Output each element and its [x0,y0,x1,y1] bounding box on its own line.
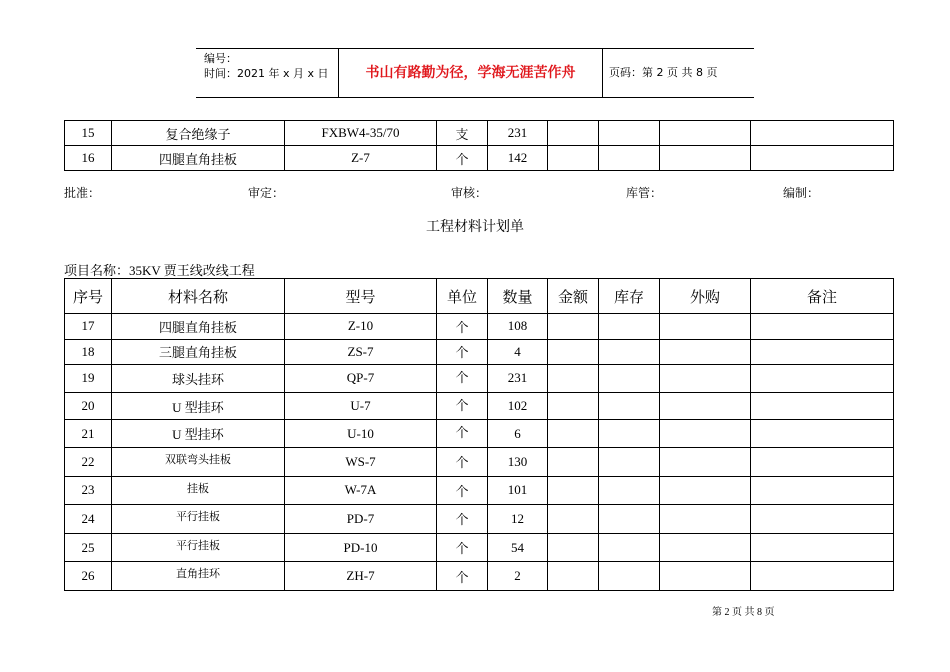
model: FXBW4-35/70 [285,121,437,146]
material-name: 双联弯头挂板 [112,447,285,476]
model: U-10 [285,420,437,448]
column-header: 材料名称 [112,279,285,314]
stock-cell [599,533,660,562]
table-row [65,365,894,393]
row-number: 23 [65,476,112,505]
purchase-cell [660,505,751,534]
purchase-cell [660,392,751,420]
row-number: 22 [65,447,112,476]
unit: 个 [437,476,488,505]
stock-cell [599,420,660,448]
quantity: 142 [488,146,548,171]
column-header: 金额 [548,279,599,314]
model: Z-7 [285,146,437,171]
material-name: 球头挂环 [112,365,285,393]
material-name: 平行挂板 [112,505,285,534]
row-number: 17 [65,314,112,340]
unit: 个 [437,533,488,562]
table-header-row [65,279,894,314]
stock-cell [599,146,660,171]
check-label: 审核： [451,186,488,200]
remarks-cell [751,562,894,591]
amount-cell [548,339,599,365]
remarks-cell [751,533,894,562]
stock-cell [599,339,660,365]
table-row [65,314,894,340]
remarks-cell [751,476,894,505]
stock-cell [599,365,660,393]
remarks-cell [751,314,894,340]
material-name: 平行挂板 [112,533,285,562]
quantity: 130 [488,447,548,476]
stock-cell [599,562,660,591]
purchase-cell [660,146,751,171]
column-header: 序号 [65,279,112,314]
unit: 个 [437,314,488,340]
material-name: 四腿直角挂板 [112,314,285,340]
material-name: 挂板 [112,476,285,505]
unit: 个 [437,146,488,171]
table-row [65,476,894,505]
row-number: 21 [65,420,112,448]
model: ZS-7 [285,339,437,365]
material-name: U 型挂环 [112,420,285,448]
amount-cell [548,447,599,476]
storage-label: 库管： [626,186,663,200]
column-header: 外购 [660,279,751,314]
unit: 支 [437,121,488,146]
row-number: 25 [65,533,112,562]
row-number: 20 [65,392,112,420]
amount-cell [548,533,599,562]
material-name: 三腿直角挂板 [112,339,285,365]
previous-rows-table [64,120,894,171]
table-row [65,339,894,365]
quantity: 2 [488,562,548,591]
model: U-7 [285,392,437,420]
amount-cell [548,505,599,534]
column-header: 数量 [488,279,548,314]
quantity: 54 [488,533,548,562]
purchase-cell [660,420,751,448]
model: WS-7 [285,447,437,476]
table-row [65,146,894,171]
row-number: 16 [65,146,112,171]
page-number-label: 页码：第 2 页 共 8 页 [609,66,718,79]
column-header: 备注 [751,279,894,314]
table-row [65,562,894,591]
material-name: 四腿直角挂板 [112,146,285,171]
amount-cell [548,314,599,340]
page-title: 工程材料计划单 [426,219,524,235]
quantity: 231 [488,121,548,146]
stock-cell [599,392,660,420]
table-row [65,392,894,420]
quantity: 101 [488,476,548,505]
row-number: 19 [65,365,112,393]
unit: 个 [437,447,488,476]
amount-cell [548,146,599,171]
materials-table [64,278,894,591]
project-name: 项目名称：35KV 贾王线改线工程 [64,263,255,278]
remarks-cell [751,339,894,365]
remarks-cell [751,365,894,393]
quantity: 102 [488,392,548,420]
table-row [65,121,894,146]
model: Z-10 [285,314,437,340]
time-label: 时间：2021 年 x 月 x 日 [204,67,329,80]
unit: 个 [437,505,488,534]
quantity: 108 [488,314,548,340]
unit: 个 [437,392,488,420]
row-number: 24 [65,505,112,534]
unit: 个 [437,420,488,448]
remarks-cell [751,447,894,476]
stock-cell [599,314,660,340]
amount-cell [548,562,599,591]
table-row [65,533,894,562]
material-name: U 型挂环 [112,392,285,420]
page-footer: 第 2 页 共 8 页 [712,607,775,618]
remarks-cell [751,392,894,420]
column-header: 库存 [599,279,660,314]
approve-label: 批准： [64,186,101,200]
quantity: 6 [488,420,548,448]
quantity: 231 [488,365,548,393]
purchase-cell [660,562,751,591]
amount-cell [548,476,599,505]
page-header [196,48,754,98]
material-name: 复合绝缘子 [112,121,285,146]
amount-cell [548,121,599,146]
stock-cell [599,121,660,146]
model: W-7A [285,476,437,505]
number-label: 编号： [204,52,237,65]
purchase-cell [660,339,751,365]
amount-cell [548,392,599,420]
model: QP-7 [285,365,437,393]
model: PD-7 [285,505,437,534]
header-meta [204,51,329,81]
purchase-cell [660,121,751,146]
review-label: 审定： [248,186,285,200]
model: PD-10 [285,533,437,562]
unit: 个 [437,365,488,393]
column-header: 型号 [285,279,437,314]
row-number: 18 [65,339,112,365]
unit: 个 [437,339,488,365]
unit: 个 [437,562,488,591]
amount-cell [548,365,599,393]
header-divider [602,49,603,97]
row-number: 15 [65,121,112,146]
table-row [65,505,894,534]
purchase-cell [660,533,751,562]
remarks-cell [751,420,894,448]
purchase-cell [660,314,751,340]
remarks-cell [751,121,894,146]
material-name: 直角挂环 [112,562,285,591]
compile-label: 编制： [783,186,820,200]
remarks-cell [751,146,894,171]
row-number: 26 [65,562,112,591]
remarks-cell [751,505,894,534]
purchase-cell [660,365,751,393]
amount-cell [548,420,599,448]
purchase-cell [660,447,751,476]
stock-cell [599,476,660,505]
quantity: 4 [488,339,548,365]
quantity: 12 [488,505,548,534]
model: ZH-7 [285,562,437,591]
header-motto: 书山有路勤为径，学海无涯苦作舟 [365,65,576,81]
table-row [65,447,894,476]
column-header: 单位 [437,279,488,314]
stock-cell [599,447,660,476]
table-row [65,420,894,448]
stock-cell [599,505,660,534]
purchase-cell [660,476,751,505]
